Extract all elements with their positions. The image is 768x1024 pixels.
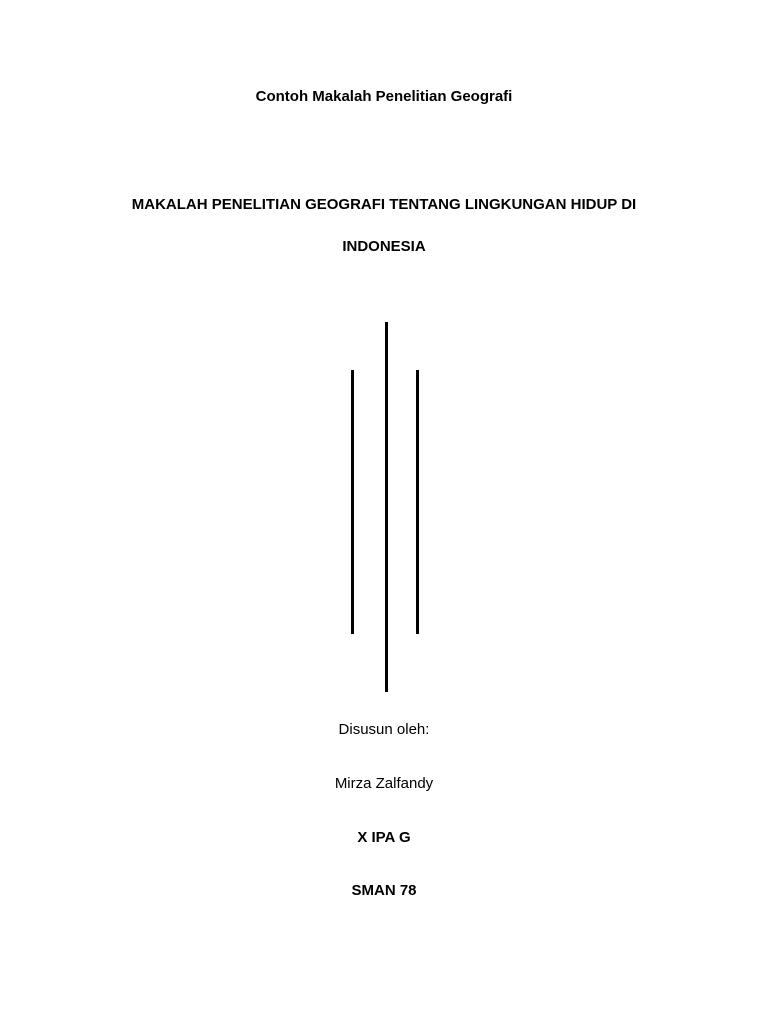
ornament-right-line [416,370,419,634]
ornament-left-line [351,370,354,634]
document-heading: Contoh Makalah Penelitian Geografi [255,88,513,105]
ornament-center-line [385,322,388,692]
paper-title-line-1: MAKALAH PENELITIAN GEOGRAFI TENTANG LINGKUNGAN HIDUP DI [131,196,637,213]
class-name: X IPA G [357,829,411,846]
vertical-lines-ornament-icon [340,320,430,695]
author-label: Disusun oleh: [338,721,430,738]
school-name: SMAN 78 [351,882,417,899]
paper-title-line-2: INDONESIA [342,238,426,255]
author-name: Mirza Zalfandy [334,775,434,792]
